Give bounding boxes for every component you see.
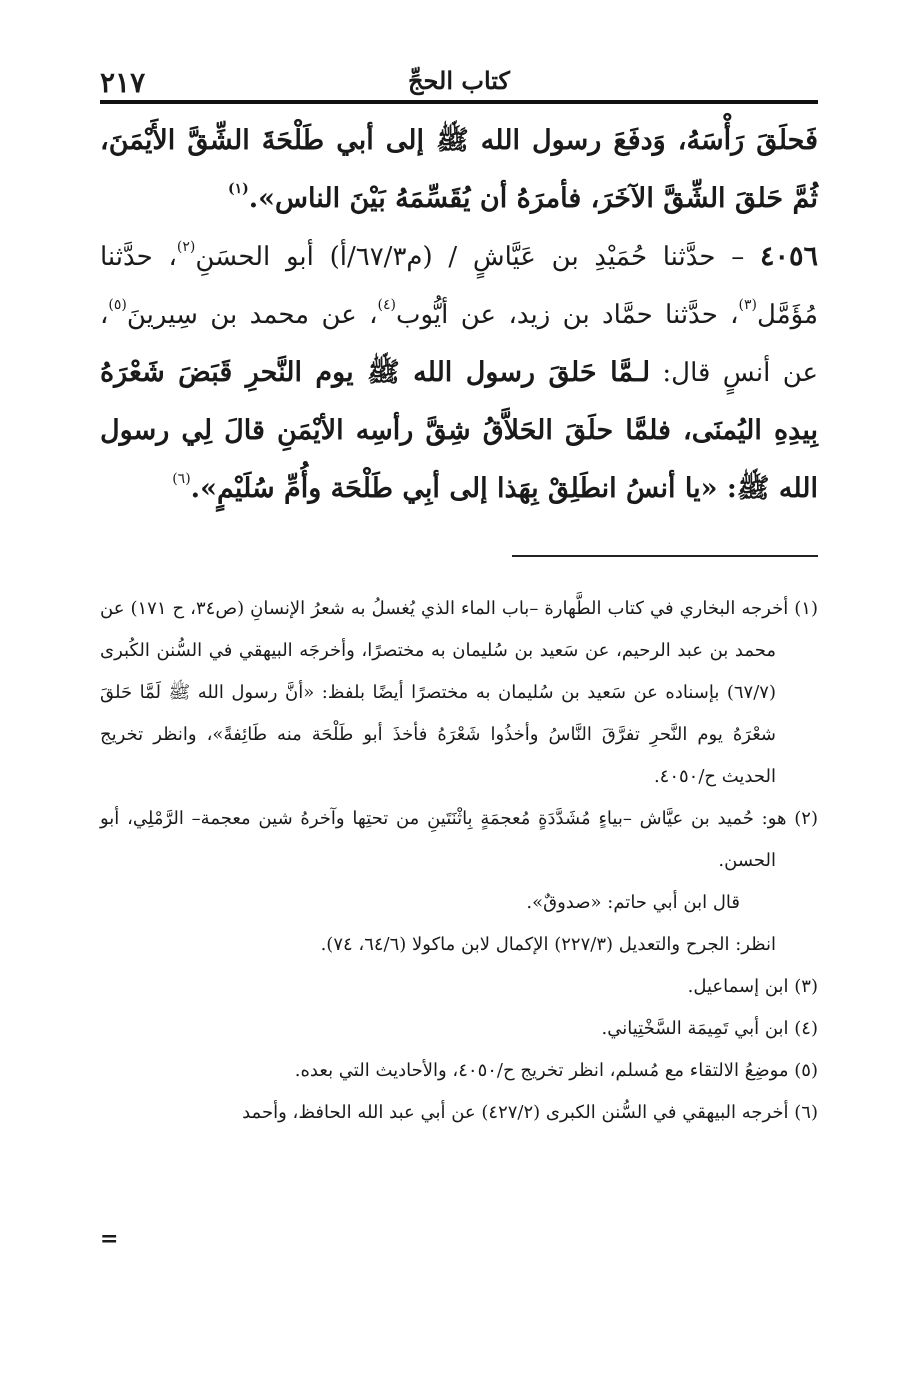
footnote-5: (٥) موضِعُ الالتقاء مع مُسلم، انظر تخريج ح/٤٠٥٠، والأحاديث التي بعده.: [294, 1060, 818, 1081]
footnote-1: (١) أخرجه البخاري في كتاب الطَّهارة –باب الماء الذي يُغسلُ به شعرُ الإنسانِ (ص٣٤، ح ١٧١) عن محمد بن عبد الرحيم، عن سَعيد بن سُليمان به مختصرًا، وأخرجَه البيهقي في السُّنن الكُبرى (٦٧/٧) بإسناده عن سَعيد بن سُليمان به مختصرًا أيضًا بلفظ: «أنَّ رسول الله ﷺ لَمَّا حَلقَ شعْرَهُ يوم النَّحرِ تفرَّقَ النَّاسُ وأخذُوا شَعْرَهُ فأخذَ أبو طَلْحَة منه طَائِفةً»، وانظر تخريج الحديث ح/٤٠٥٠.: [100, 598, 818, 787]
footnotes: [100, 588, 818, 1134]
page-number: ٢١٧: [100, 66, 146, 99]
footnote-ref-6: (٦): [172, 471, 191, 487]
footnote-ref-1: (١): [227, 181, 249, 197]
footnote-divider: [512, 555, 818, 557]
isnad-part-2: ، حدَّثنا مُؤَمَّل: [100, 242, 818, 330]
continuation-mark: =: [100, 1226, 119, 1252]
chapter-title: كتاب الحجِّ: [408, 66, 510, 95]
footnote-2: (٢) هو: حُميد بن عيَّاش –بياءٍ مُشَدَّدَةٍ مُعجمَةٍ بِاثْنَتَينِ من تحتِها وآخرهُ شين معجمة– الرَّمْلِي، أبو الحسن.: [100, 808, 818, 871]
hadith-4056: [100, 228, 818, 518]
hadith-continuation-text: فَحلَقَ رَأْسَهُ، وَدفَعَ رسول الله ﷺ إلى أبي طَلْحَةَ الشِّقَّ الأَيْمَنَ، ثُمَّ حَلقَ الشِّقَّ الآخَرَ، فأمرَهُ أن يُقَسِّمَهُ بَيْنَ الناس».: [100, 125, 818, 214]
isnad-part-1: – حدَّثنا حُمَيْدِ بن عَيَّاشٍ / (م٦٧/٣/أ) أبو الحسَنِ: [195, 242, 760, 272]
hadith-number: ٤٠٥٦: [759, 241, 818, 272]
isnad-part-3: ، حدَّثنا حمَّاد بن زيد، عن أيُّوب: [396, 300, 739, 330]
footnote-ref-2: (٢): [176, 239, 196, 255]
page-header: [100, 64, 818, 104]
isnad-part-4: ، عن محمد بن سِيرينَ: [126, 300, 378, 330]
footnote-3: (٣) ابن إسماعيل.: [687, 976, 818, 997]
footnote-4: (٤) ابن أبي تَمِيمَة السَّخْتِياني.: [601, 1018, 818, 1039]
header-rule: [100, 100, 818, 104]
footnote-ref-5: (٥): [108, 297, 127, 313]
footnote-2-quote: قال ابن أبي حاتم: «صدوقٌ».: [526, 892, 740, 913]
footnote-6: (٦) أخرجه البيهقي في السُّنن الكبرى (٤٢٧/٢) عن أبي عبد الله الحافظ، وأحمد: [242, 1102, 818, 1123]
hadith-continuation: [100, 112, 818, 228]
footnote-ref-3: (٣): [738, 297, 758, 313]
isnad-part-5: ، عن أنسٍ قال:: [100, 300, 818, 388]
matn-text: لـمَّا حَلقَ رسول الله ﷺ يوم النَّحرِ قَبَضَ شَعْرَهُ بِيدِهِ اليُمنَى، فلمَّا حلَقَ الحَلاَّقُ شِقَّ رأسِه الأيْمَنِ قالَ لِي رسول الله ﷺ: «يا أنسُ انطَلِقْ بِهَذا إلى أبِي طَلْحَة وأُمِّ سُلَيْمٍ».: [100, 357, 818, 504]
footnote-2-sources: انظر: الجرح والتعديل (٢٢٧/٣) الإكمال لابن ماكولا (٦٤/٦، ٧٤).: [320, 934, 776, 955]
footnote-ref-4: (٤): [377, 297, 396, 313]
main-text: [100, 112, 818, 518]
